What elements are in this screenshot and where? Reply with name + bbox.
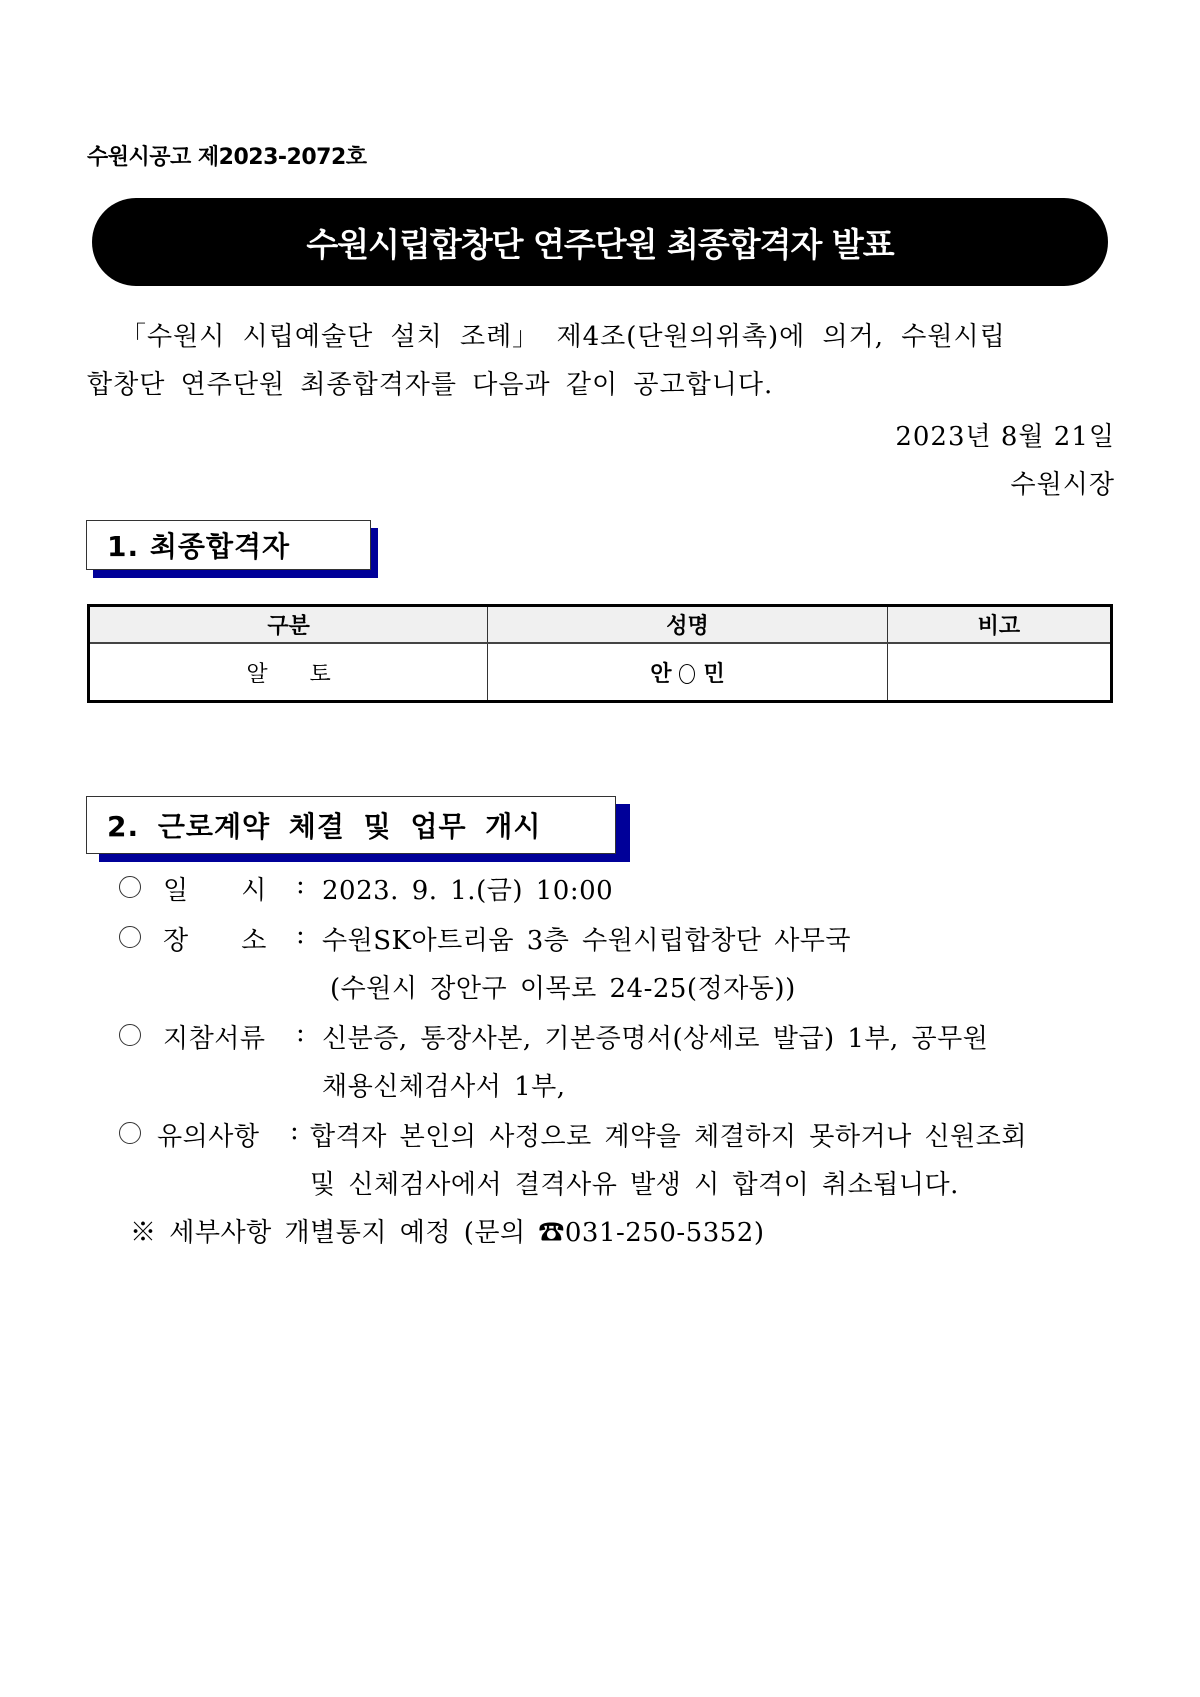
- item-label-documents: 지참서류: [163, 1024, 266, 1054]
- item-value-notes: 합격자 본인의 사정으로 계약을 체결하지 못하거나 신원조회: [310, 1122, 1027, 1152]
- item-value-documents: 신분증, 통장사본, 기본증명서(상세로 발급) 1부, 공무원: [322, 1024, 989, 1054]
- signer: 수원시장: [1010, 470, 1115, 500]
- circle-bullet-icon: [119, 1024, 141, 1046]
- column-header-name: 성명: [488, 606, 888, 644]
- notice-number: 수원시공고 제2023-2072호: [87, 145, 367, 170]
- item-colon: :: [296, 920, 306, 950]
- circle-bullet-icon: [119, 1122, 141, 1144]
- column-header-category: 구분: [89, 606, 488, 644]
- intro-line-1: 「수원시 시립예술단 설치 조례」 제4조(단원의위촉)에 의거, 수원시립: [120, 322, 1006, 352]
- column-header-note: 비고: [887, 606, 1111, 644]
- announcement-date: 2023년 8월 21일: [895, 422, 1115, 452]
- title-banner: [92, 198, 1108, 286]
- section1-heading: [86, 520, 371, 570]
- name-last: 민: [703, 661, 725, 687]
- item-label-place: 장 소: [163, 926, 267, 956]
- final-results-table: [87, 604, 1113, 703]
- item-colon: :: [296, 1018, 306, 1048]
- circle-bullet-icon: [119, 876, 141, 898]
- item-value-datetime: 2023. 9. 1.(금) 10:00: [322, 876, 614, 906]
- item-label-datetime: 일 시: [163, 876, 267, 906]
- table-row: [89, 643, 1112, 702]
- intro-line-2: 합창단 연주단원 최종합격자를 다음과 같이 공고합니다.: [87, 370, 774, 400]
- contact-note: ※ 세부사항 개별통지 예정 (문의 ☎031-250-5352): [130, 1218, 765, 1248]
- section1-heading-text: 1. 최종합격자: [107, 530, 291, 563]
- page-title: 수원시립합창단 연주단원 최종합격자 발표: [306, 224, 894, 264]
- item-continuation-documents: 채용신체검사서 1부,: [322, 1072, 566, 1102]
- circle-bullet-icon: [119, 926, 141, 948]
- table-header-row: [89, 606, 1112, 644]
- item-value-place: 수원SK아트리움 3층 수원시립합창단 사무국: [322, 926, 852, 956]
- item-colon: :: [290, 1116, 300, 1146]
- section2-heading: [86, 796, 616, 854]
- cell-note: [887, 643, 1111, 702]
- item-colon: :: [296, 870, 306, 900]
- category-text: 알 토: [246, 661, 331, 687]
- cell-name: [488, 643, 888, 702]
- cell-category: [89, 643, 488, 702]
- section2-heading-text: 2. 근로계약 체결 및 업무 개시: [107, 810, 542, 843]
- item-label-notes: 유의사항: [157, 1122, 260, 1152]
- name-first: 안: [650, 661, 672, 687]
- item-continuation-notes: 및 신체검사에서 결격사유 발생 시 합격이 취소됩니다.: [310, 1170, 959, 1200]
- masked-circle-icon: [679, 664, 695, 684]
- item-continuation-place: (수원시 장안구 이목로 24-25(정자동)): [330, 974, 796, 1004]
